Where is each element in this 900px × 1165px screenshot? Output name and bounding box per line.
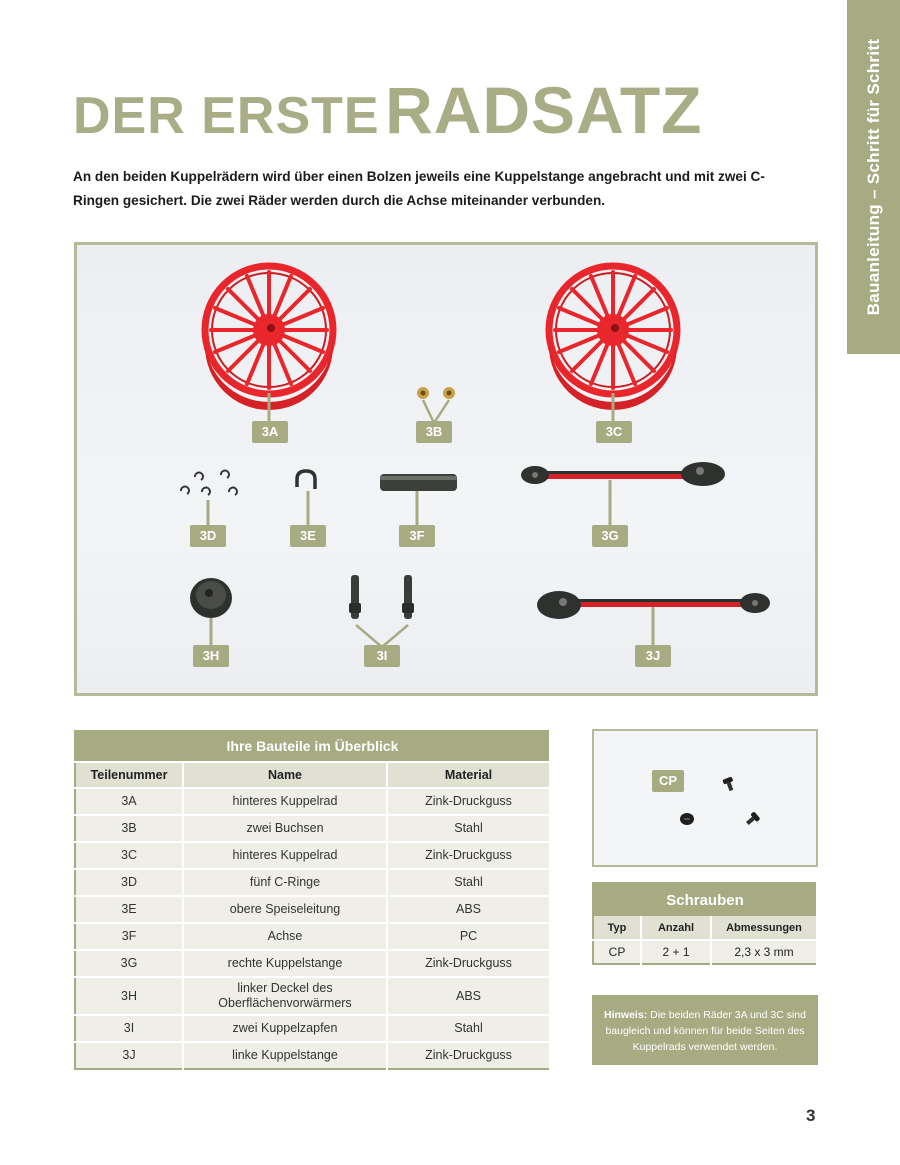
feed-pipe-3e bbox=[297, 471, 315, 527]
label-3a: 3A bbox=[252, 421, 288, 443]
col-header-count: Anzahl bbox=[641, 916, 711, 940]
title-part1: DER ERSTE bbox=[73, 87, 380, 145]
parts-table-caption: Ihre Bauteile im Überblick bbox=[75, 731, 550, 762]
screw bbox=[744, 811, 760, 827]
cell: linker Deckel des Oberflächenvorwärmers bbox=[183, 977, 387, 1015]
note-text: Die beiden Räder 3A und 3C sind baugleich und können für beide Seiten des Kuppelrads verwendet werden. bbox=[605, 1009, 806, 1053]
cell: Zink-Druckguss bbox=[387, 842, 550, 869]
col-header-part-number: Teilenummer bbox=[75, 762, 183, 788]
title-part2: RADSATZ bbox=[385, 73, 703, 147]
cell: Zink-Druckguss bbox=[387, 788, 550, 815]
cell: hinteres Kuppelrad bbox=[183, 788, 387, 815]
table-row bbox=[75, 788, 550, 815]
cell: 3D bbox=[75, 869, 183, 896]
cover-3h bbox=[190, 578, 232, 647]
coupling-rod-3g bbox=[521, 462, 725, 527]
table-row bbox=[75, 950, 550, 977]
cell: 3J bbox=[75, 1042, 183, 1069]
label-3c: 3C bbox=[596, 421, 632, 443]
axle-3f bbox=[380, 474, 457, 527]
table-row bbox=[593, 940, 817, 964]
wheel-3c bbox=[549, 266, 677, 410]
label-3f: 3F bbox=[399, 525, 435, 547]
cell: hinteres Kuppelrad bbox=[183, 842, 387, 869]
table-row bbox=[75, 1042, 550, 1069]
parts-overview-table bbox=[74, 730, 551, 1070]
side-tab bbox=[847, 0, 900, 354]
label-3d: 3D bbox=[190, 525, 226, 547]
table-row bbox=[75, 923, 550, 950]
cell: PC bbox=[387, 923, 550, 950]
cell: zwei Kuppelzapfen bbox=[183, 1015, 387, 1042]
label-3h: 3H bbox=[193, 645, 229, 667]
cell: Achse bbox=[183, 923, 387, 950]
table-row bbox=[75, 869, 550, 896]
page-number: 3 bbox=[806, 1106, 816, 1125]
cell: 3E bbox=[75, 896, 183, 923]
cell: ABS bbox=[387, 896, 550, 923]
cell: Stahl bbox=[387, 1015, 550, 1042]
pins-3i bbox=[349, 575, 414, 647]
cell: zwei Buchsen bbox=[183, 815, 387, 842]
cell: 2 + 1 bbox=[641, 940, 711, 964]
screw bbox=[680, 813, 694, 825]
cell: 3G bbox=[75, 950, 183, 977]
screws-table-caption: Schrauben bbox=[593, 883, 817, 916]
cell: CP bbox=[593, 940, 641, 964]
col-header-material: Material bbox=[387, 762, 550, 788]
coupling-rod-3j bbox=[537, 591, 770, 647]
table-row bbox=[75, 977, 550, 1015]
parts-photo bbox=[74, 242, 818, 696]
note-box bbox=[592, 995, 818, 1065]
page-title bbox=[73, 72, 702, 148]
cell: 3F bbox=[75, 923, 183, 950]
c-rings-3d bbox=[181, 471, 237, 527]
cell: 3A bbox=[75, 788, 183, 815]
label-3e: 3E bbox=[290, 525, 326, 547]
cell: 2,3 x 3 mm bbox=[711, 940, 817, 964]
side-tab-label: Bauanleitung – Schritt für Schritt bbox=[863, 38, 883, 316]
wheel-3a bbox=[205, 266, 333, 410]
screws-photo bbox=[592, 729, 818, 867]
col-header-dimensions: Abmessungen bbox=[711, 916, 817, 940]
screw bbox=[722, 776, 736, 792]
table-row bbox=[75, 842, 550, 869]
screws-table bbox=[592, 882, 818, 965]
table-row bbox=[75, 1015, 550, 1042]
col-header-type: Typ bbox=[593, 916, 641, 940]
cell: 3B bbox=[75, 815, 183, 842]
cell: Stahl bbox=[387, 869, 550, 896]
col-header-name: Name bbox=[183, 762, 387, 788]
note-lead: Hinweis: bbox=[604, 1009, 648, 1021]
label-3g: 3G bbox=[592, 525, 628, 547]
cell: 3C bbox=[75, 842, 183, 869]
label-cp: CP bbox=[652, 770, 684, 792]
cell: fünf C-Ringe bbox=[183, 869, 387, 896]
cell: linke Kuppelstange bbox=[183, 1042, 387, 1069]
cell: ABS bbox=[387, 977, 550, 1015]
cell: Stahl bbox=[387, 815, 550, 842]
intro-text: An den beiden Kuppelrädern wird über einen Bolzen jeweils eine Kuppelstange angebracht und mit zwei C-Ringen gesichert. Die zwei Räder werden durch die Achse miteinander verbunden. bbox=[73, 169, 765, 208]
label-3j: 3J bbox=[635, 645, 671, 667]
label-3i: 3I bbox=[364, 645, 400, 667]
cell: 3I bbox=[75, 1015, 183, 1042]
cell: obere Speiseleitung bbox=[183, 896, 387, 923]
label-3b: 3B bbox=[416, 421, 452, 443]
cell: Zink-Druckguss bbox=[387, 950, 550, 977]
cell: 3H bbox=[75, 977, 183, 1015]
cell: Zink-Druckguss bbox=[387, 1042, 550, 1069]
table-row bbox=[75, 896, 550, 923]
bushings-3b bbox=[417, 387, 455, 423]
cell: rechte Kuppelstange bbox=[183, 950, 387, 977]
table-row bbox=[75, 815, 550, 842]
